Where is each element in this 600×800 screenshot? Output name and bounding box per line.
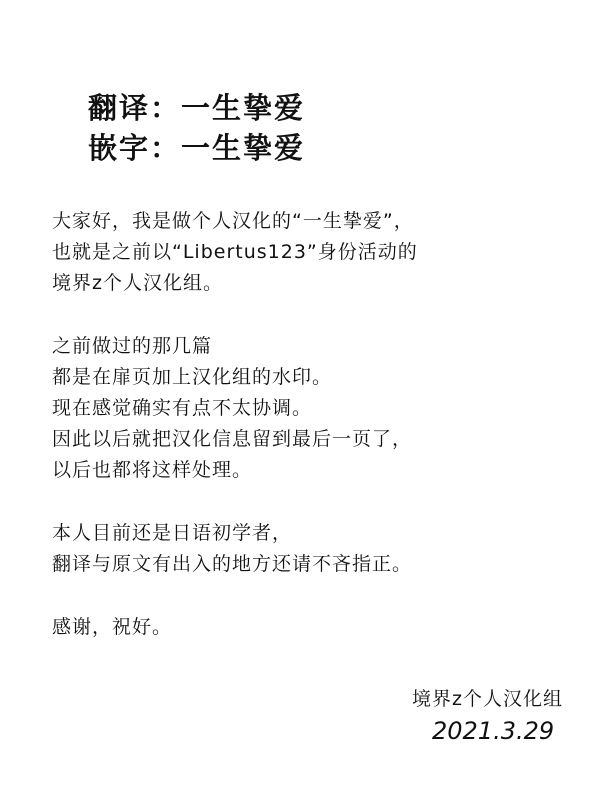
text-line: 境界z个人汉化组。 — [52, 272, 223, 294]
message-body — [52, 206, 572, 675]
text-line: 之前做过的那几篇 — [52, 335, 213, 357]
text-line: 大家好，我是做个人汉化的“一生挚爱”， — [52, 210, 414, 232]
text-line: 现在感觉确实有点不太协调。 — [52, 397, 313, 419]
signature-date: 2021.3.29 — [432, 717, 555, 745]
text-line: 也就是之前以“Libertus123”身份活动的 — [52, 241, 418, 263]
translation-credit: 翻译：一生挚爱 — [88, 91, 306, 125]
paragraph-thanks — [52, 612, 572, 643]
paragraph-watermark-note — [52, 331, 572, 486]
signature-group-name: 境界z个人汉化组 — [412, 688, 563, 710]
text-line: 以后也都将这样处理。 — [52, 459, 253, 481]
text-line: 本人目前还是日语初学者， — [52, 522, 293, 544]
paragraph-disclaimer — [52, 518, 572, 580]
text-line: 感谢，祝好。 — [52, 616, 173, 638]
text-line: 都是在扉页加上汉化组的水印。 — [52, 366, 333, 388]
paragraph-introduction — [52, 206, 572, 299]
text-line: 因此以后就把汉化信息留到最后一页了， — [52, 428, 413, 450]
signature-block — [412, 684, 592, 748]
credits-block — [88, 88, 508, 168]
text-line: 翻译与原文有出入的地方还请不吝指正。 — [52, 553, 413, 575]
typesetting-credit: 嵌字：一生挚爱 — [88, 131, 306, 165]
